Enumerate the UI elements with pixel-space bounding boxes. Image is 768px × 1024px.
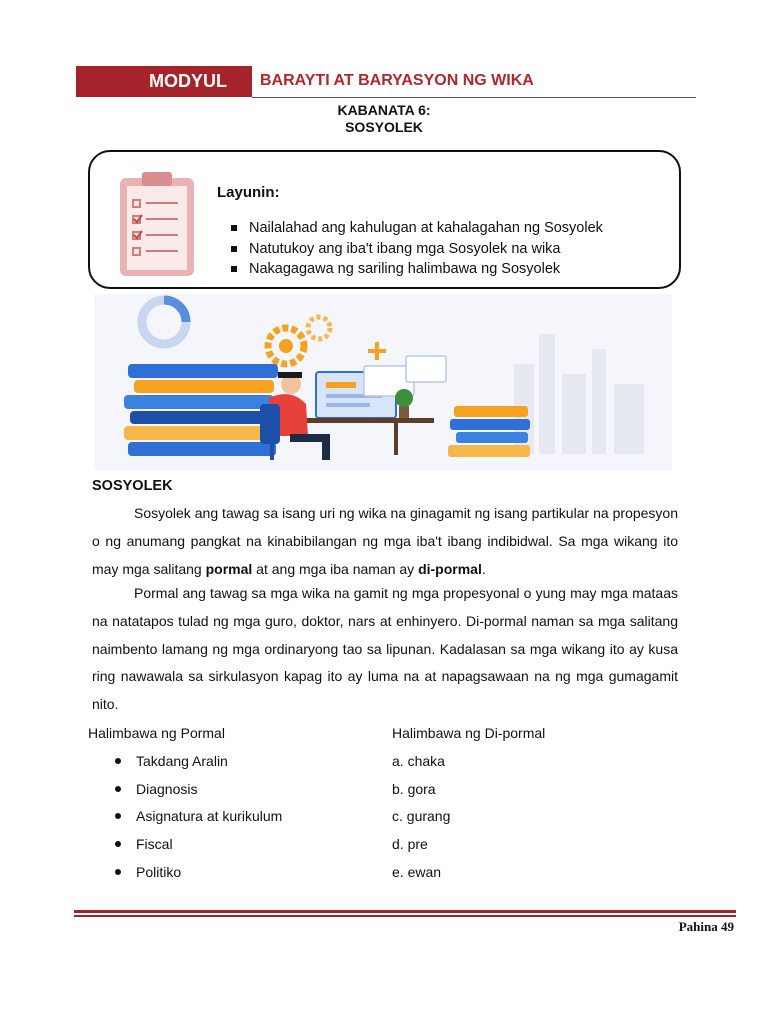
module-header bbox=[76, 66, 696, 98]
informal-examples bbox=[392, 722, 545, 888]
study-illustration bbox=[94, 294, 672, 470]
paragraph-definition bbox=[92, 500, 678, 583]
page-number: Pahina 49 bbox=[678, 919, 734, 934]
paragraph-explanation bbox=[92, 580, 678, 719]
list-item: a. chaka bbox=[392, 753, 445, 769]
objective-item: Nakagagawa ng sariling halimbawa ng Sosyolek bbox=[231, 259, 603, 280]
list-item: Fiscal bbox=[88, 833, 282, 861]
chapter-number: KABANATA 6: bbox=[337, 102, 431, 118]
objectives-box bbox=[88, 150, 681, 289]
list-item: c. gurang bbox=[392, 808, 451, 825]
list-item: Diagnosis bbox=[88, 778, 282, 806]
chapter-name: SOSYOLEK bbox=[345, 119, 423, 135]
formal-examples bbox=[88, 722, 282, 888]
list-item: Asignatura at kurikulum bbox=[88, 805, 282, 833]
clipboard-icon bbox=[116, 170, 198, 278]
footer-divider bbox=[74, 915, 736, 917]
section-heading: SOSYOLEK bbox=[92, 478, 173, 494]
list-item: Takdang Aralin bbox=[88, 750, 282, 778]
footer-divider bbox=[74, 910, 736, 913]
objective-item: Natutukoy ang iba't ibang mga Sosyolek na wika bbox=[231, 239, 603, 260]
module-title: BARAYTI AT BARYASYON NG WIKA bbox=[260, 72, 534, 89]
list-item: d. pre bbox=[392, 836, 428, 853]
list-item: Politiko bbox=[88, 861, 282, 889]
term-pormal: pormal bbox=[205, 560, 253, 577]
informal-examples-heading: Halimbawa ng Di-pormal bbox=[392, 725, 546, 741]
objectives-title: Layunin: bbox=[217, 184, 280, 201]
list-item: e. ewan bbox=[392, 863, 442, 880]
module-label: MODYUL bbox=[76, 66, 252, 97]
paragraph-text: Pormal ang tawag sa mga wika na gamit ng mga propesyonal o yung may mga mataas na natatapos tulad ng mga guro, doktor, nars at enhinyero. Di-pormal naman sa mga salitang naimbento lamang ng mga ordinaryong tao sa lipunan. Kadalasan sa mga wikang ito ay kusa ring nawawala sa sirkulasyon kapag ito ay luma na at napagsawaan na ng mga gumagamit nito. bbox=[92, 585, 678, 713]
objectives-list bbox=[231, 218, 603, 280]
list-item: b. gora bbox=[392, 780, 436, 797]
header-divider bbox=[252, 97, 696, 98]
term-di-pormal: di-pormal bbox=[418, 560, 482, 577]
paragraph-text: at ang mga iba naman ay bbox=[252, 560, 419, 577]
objective-item: Nailalahad ang kahulugan at kahalagahan ng Sosyolek bbox=[231, 218, 603, 239]
paragraph-text: Sosyolek ang tawag sa isang uri ng wika na ginagamit ng isang partikular na propesyon o ng anumang pangkat na kinabibilangan ng mga iba't ibang indibidwal. Sa mga wikang ito may mga salitang bbox=[92, 505, 678, 577]
paragraph-text: . bbox=[481, 560, 486, 577]
formal-examples-heading: Halimbawa ng Pormal bbox=[88, 725, 225, 741]
